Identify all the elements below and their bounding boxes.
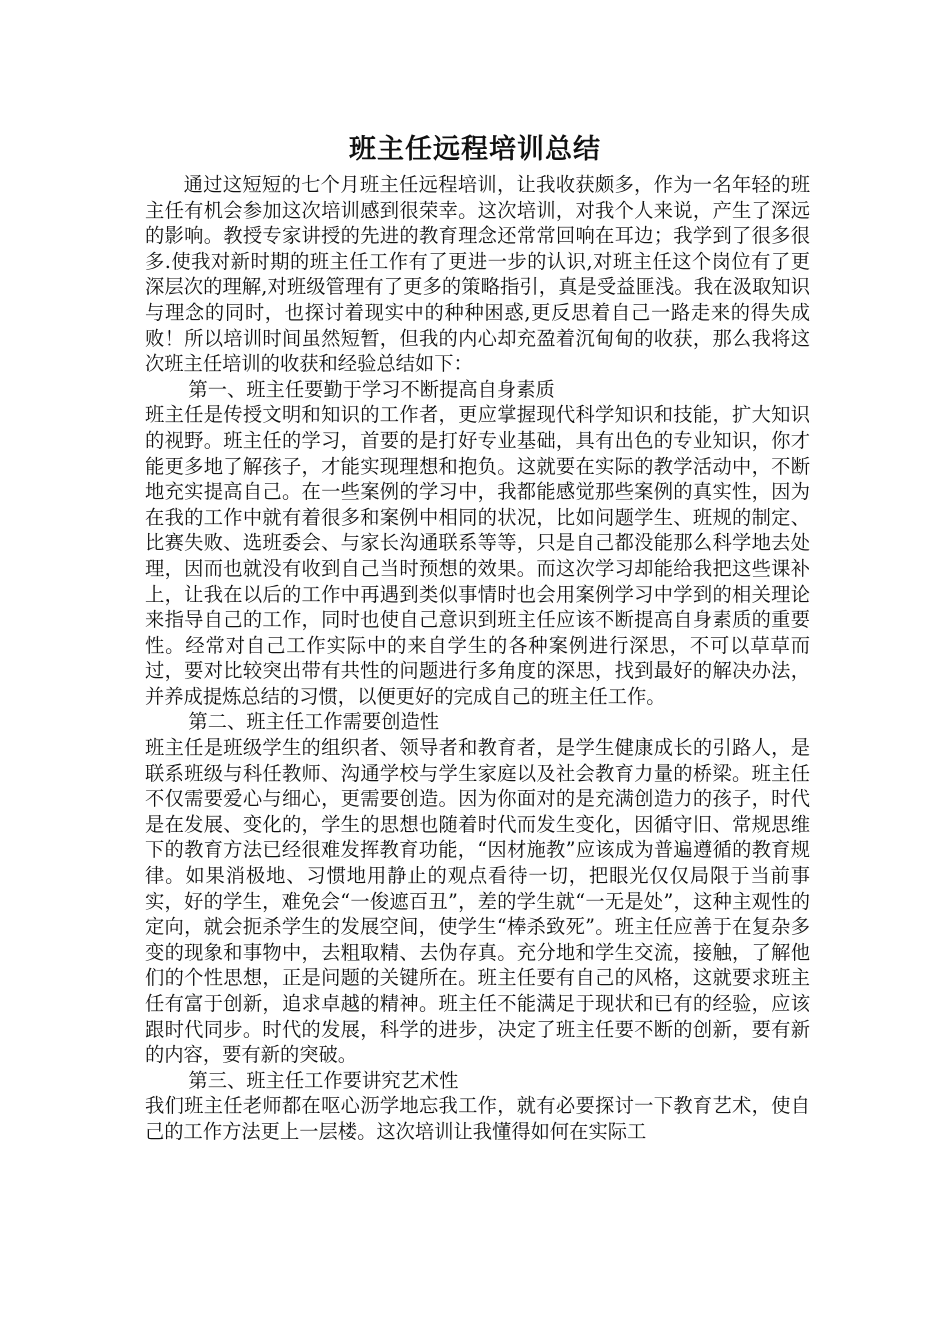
section-heading-3: 第三、班主任工作要讲究艺术性 <box>188 1068 459 1092</box>
section-heading-2: 第二、班主任工作需要创造性 <box>188 710 440 734</box>
section-paragraph-2: 班主任是班级学生的组织者、领导者和教育者，是学生健康成长的引路人，是联系班级与科任教师、沟通学校与学生家庭以及社会教育力量的桥梁。班主任不仅需要爱心与细心，更需要创造。因为你面对的是充满创造力的孩子，时代是在发展、变化的，学生的思想也随着时代而发生变化，因循守旧、常规思维下的教育方法已经很难发挥教育功能，“因材施教”应该成为普遍遵循的教育规律。如果消极地、习惯地用静止的观点看待一切，把眼光仅仅局限于当前事实，好的学生，难免会“一俊遮百丑”，差的学生就“一无是处”，这种主观性的定向，就会扼杀学生的发展空间，使学生“棒杀致死”。班主任应善于在复杂多变的现象和事物中，去粗取精、去伪存真。充分地和学生交流，接触，了解他们的个性思想，正是问题的关键所在。班主任要有自己的风格，这就要求班主任有富于创新，追求卓越的精神。班主任不能满足于现状和已有的经验，应该跟时代同步。时代的发展，科学的进步，决定了班主任要不断的创新，要有新的内容，要有新的突破。 <box>145 736 810 1067</box>
document-body <box>145 172 810 1145</box>
intro-paragraph: 通过这短短的七个月班主任远程培训，让我收获颇多，作为一名年轻的班主任有机会参加这次培训感到很荣幸。这次培训，对我个人来说，产生了深远的影响。教授专家讲授的先进的教育理念还常常回响在耳边；我学到了很多很多.使我对新时期的班主任工作有了更进一步的认识,对班主任这个岗位有了更深层次的理解,对班级管理有了更多的策略指引，真是受益匪浅。我在汲取知识与理念的同时，也探讨着现实中的种种困惑,更反思着自己一路走来的得失成败！所以培训时间虽然短暂，但我的内心却充盈着沉甸甸的收获，那么我将这次班主任培训的收获和经验总结如下： <box>145 173 810 376</box>
section-heading-1: 第一、班主任要勤于学习不断提高自身素质 <box>188 377 555 401</box>
section-paragraph-3: 我们班主任老师都在呕心沥学地忘我工作，就有必要探讨一下教育艺术，使自己的工作方法更上一层楼。这次培训让我懂得如何在实际工 <box>145 1094 810 1143</box>
section-paragraph-1: 班主任是传授文明和知识的工作者，更应掌握现代科学知识和技能，扩大知识的视野。班主任的学习，首要的是打好专业基础，具有出色的专业知识，你才能更多地了解孩子，才能实现理想和抱负。这就要在实际的教学活动中，不断地充实提高自己。在一些案例的学习中，我都能感觉那些案例的真实性，因为在我的工作中就有着很多和案例中相同的状况，比如问题学生、班规的制定、比赛失败、选班委会、与家长沟通联系等等，只是自己都没能那么科学地去处理，因而也就没有收到自己当时预想的效果。而这次学习却能给我把这些课补上，让我在以后的工作中再遇到类似事情时也会用案例学习中学到的相关理论来指导自己的工作，同时也使自己意识到班主任应该不断提高自身素质的重要性。经常对自己工作实际中的来自学生的各种案例进行深思，不可以草草而过，要对比较突出带有共性的问题进行多角度的深思，找到最好的解决办法，并养成提炼总结的习惯，以便更好的完成自己的班主任工作。 <box>145 403 810 708</box>
document-title: 班主任远程培训总结 <box>349 134 601 165</box>
